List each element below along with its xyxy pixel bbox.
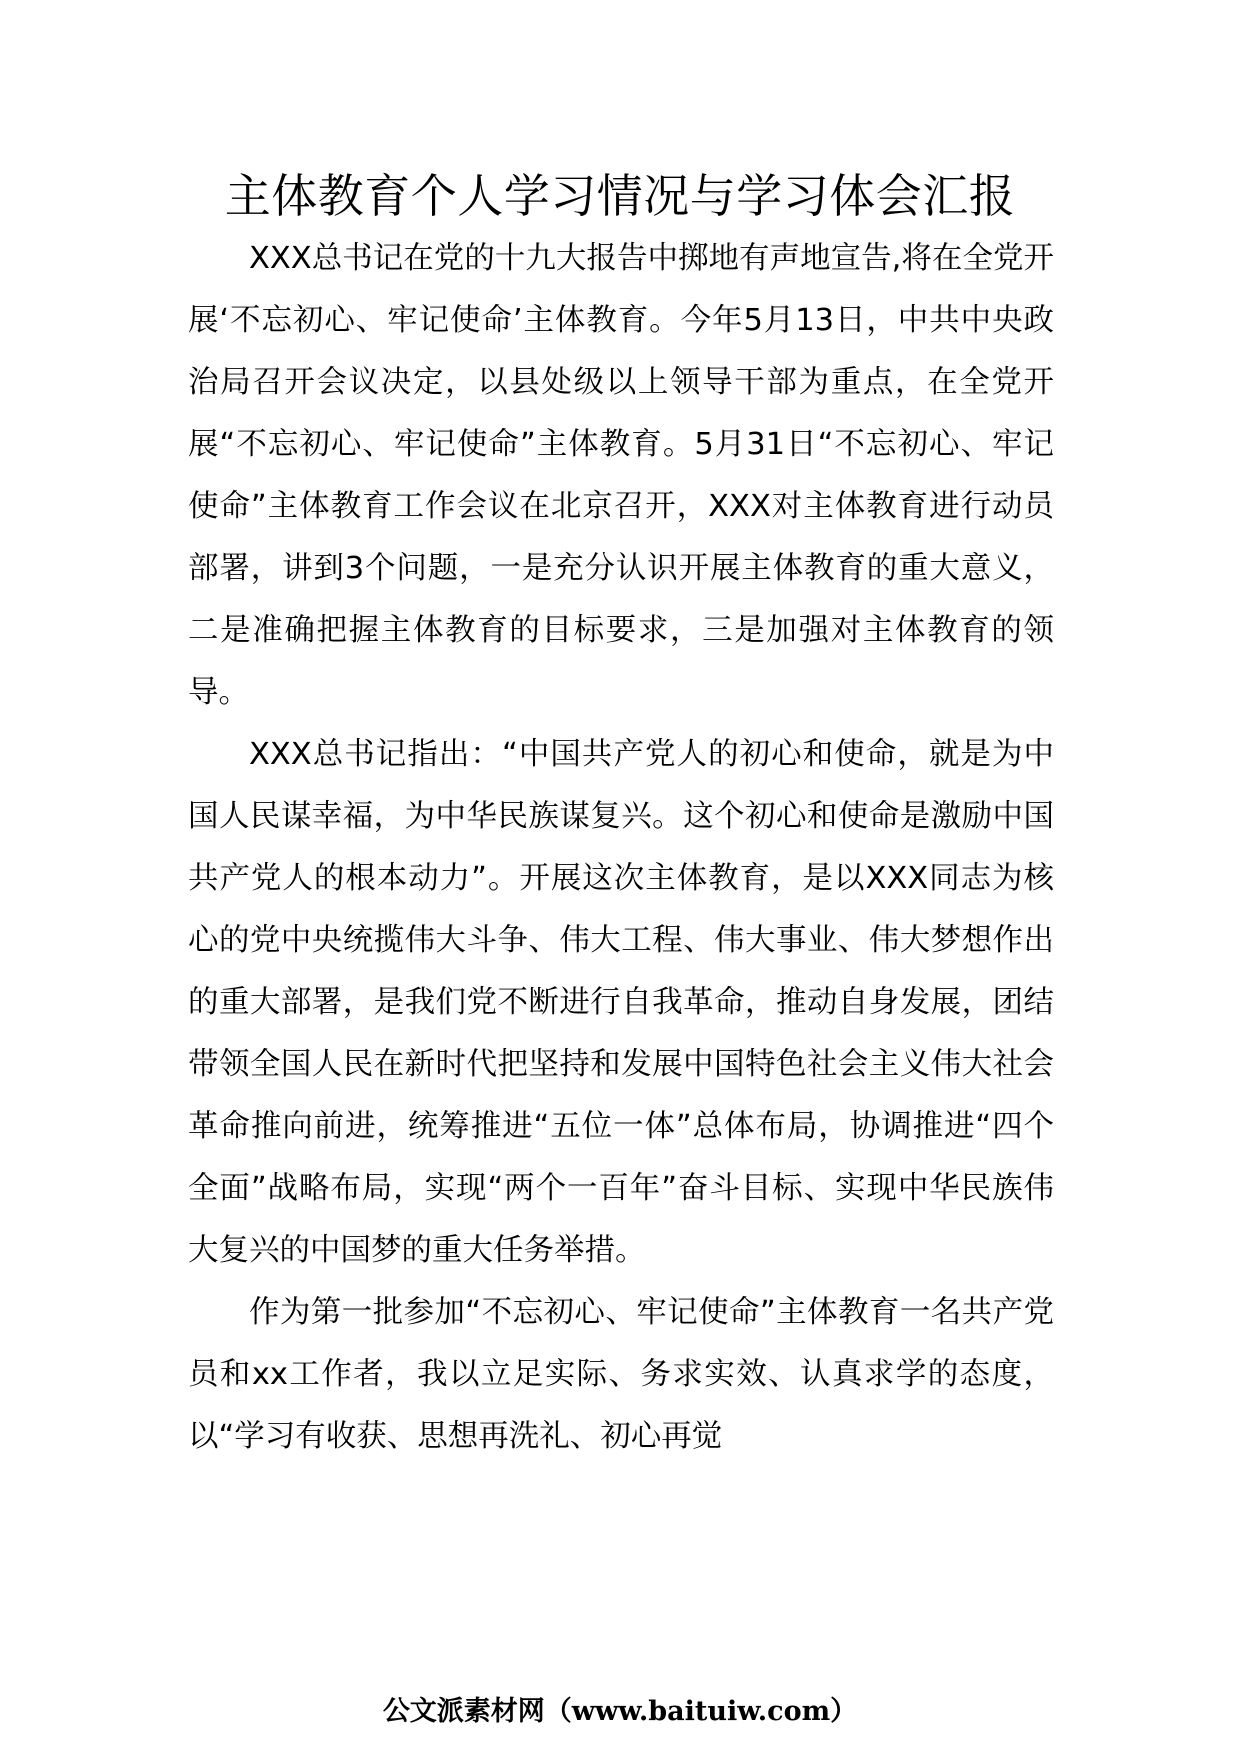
document-body [188,228,1054,1468]
paragraph-3: 作为第一批参加“不忘初心、牢记使命”主体教育一名共产党员和xx工作者，我以立足实际、务求实效、认真求学的态度，以“学习有收获、思想再洗礼、初心再觉 [188,1295,1054,1454]
document-title: 主体教育个人学习情况与学习体会汇报 [224,169,1016,223]
source-watermark: 公文派素材网（www.baituiw.com） [382,1696,858,1727]
paragraph-1: XXX总书记在党的十九大报告中掷地有声地宣告,将在全党开展‘不忘初心、牢记使命’主体教育。今年5月13日，中共中央政治局召开会议决定，以县处级以上领导干部为重点，在全党开展“不忘初心、牢记使命”主体教育。5月31日“不忘初心、牢记使命”主体教育工作会议在北京召开，XXX对主体教育进行动员部署，讲到3个问题，一是充分认识开展主体教育的重大意义，二是准确把握主体教育的目标要求，三是加强对主体教育的领导。 [188,241,1054,710]
paragraph-2: XXX总书记指出：“中国共产党人的初心和使命，就是为中国人民谋幸福，为中华民族谋复兴。这个初心和使命是激励中国共产党人的根本动力”。开展这次主体教育，是以XXX同志为核心的党中央统揽伟大斗争、伟大工程、伟大事业、伟大梦想作出的重大部署，是我们党不断进行自我革命，推动自身发展，团结带领全国人民在新时代把坚持和发展中国特色社会主义伟大社会革命推向前进，统筹推进“五位一体”总体布局，协调推进“四个全面”战略布局，实现“两个一百年”奋斗目标、实现中华民族伟大复兴的中国梦的重大任务举措。 [188,737,1054,1268]
